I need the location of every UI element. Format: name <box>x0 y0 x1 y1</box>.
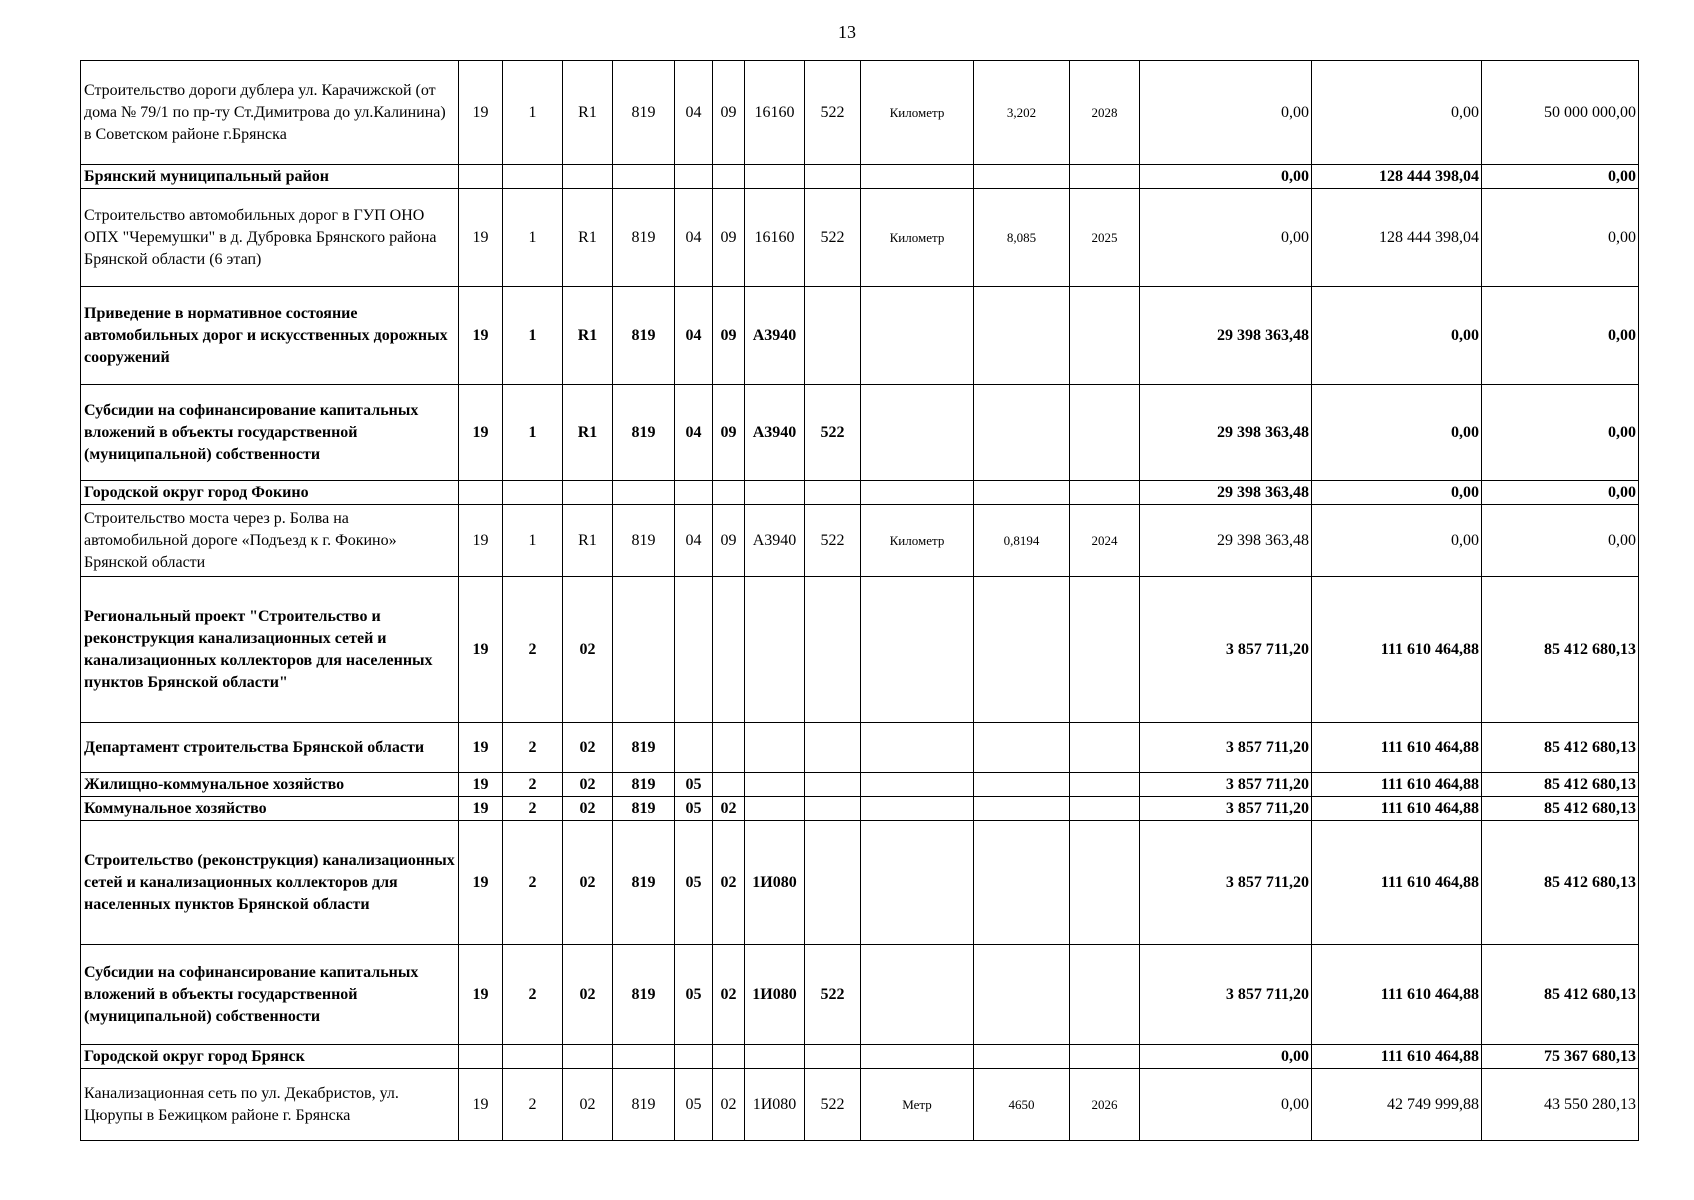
cell-quantity <box>974 773 1070 797</box>
cell-unit: Километр <box>861 61 974 165</box>
table-row <box>81 189 1639 287</box>
cell-grbs-code: 819 <box>613 505 675 577</box>
cell-grbs-code <box>613 481 675 505</box>
cell-quantity <box>974 165 1070 189</box>
page-number: 13 <box>838 22 856 42</box>
cell-subsection-code <box>713 773 745 797</box>
cell-program-code <box>459 1045 503 1069</box>
cell-quantity <box>974 797 1070 821</box>
cell-subprogram-code: 1 <box>503 189 563 287</box>
cell-subprogram-code <box>503 165 563 189</box>
table-row <box>81 505 1639 577</box>
cell-expense-type <box>805 797 861 821</box>
cell-target-code <box>745 165 805 189</box>
cell-amount-year-2: 42 749 999,88 <box>1312 1069 1482 1141</box>
table-row <box>81 61 1639 165</box>
cell-section-code: 04 <box>675 189 713 287</box>
cell-amount-year-2: 111 610 464,88 <box>1312 821 1482 945</box>
cell-subsection-code: 09 <box>713 189 745 287</box>
cell-program-code: 19 <box>459 287 503 385</box>
cell-amount-year-2: 0,00 <box>1312 505 1482 577</box>
cell-amount-year-3: 85 412 680,13 <box>1482 821 1639 945</box>
cell-unit <box>861 773 974 797</box>
cell-expense-type <box>805 773 861 797</box>
cell-grbs-code: 819 <box>613 385 675 481</box>
cell-amount-year-2: 0,00 <box>1312 385 1482 481</box>
cell-unit <box>861 287 974 385</box>
cell-amount-year-3: 43 550 280,13 <box>1482 1069 1639 1141</box>
cell-row-name: Коммунальное хозяйство <box>81 797 459 821</box>
cell-section-code <box>675 165 713 189</box>
cell-completion-year <box>1070 773 1140 797</box>
cell-amount-year-3: 0,00 <box>1482 505 1639 577</box>
cell-unit <box>861 797 974 821</box>
cell-subsection-code: 02 <box>713 797 745 821</box>
cell-amount-year-1: 0,00 <box>1140 1045 1312 1069</box>
cell-grbs-code: 819 <box>613 821 675 945</box>
cell-target-code <box>745 723 805 773</box>
cell-expense-type <box>805 165 861 189</box>
cell-amount-year-2: 0,00 <box>1312 287 1482 385</box>
cell-subprogram-code <box>503 481 563 505</box>
cell-amount-year-1: 0,00 <box>1140 189 1312 287</box>
cell-project-code: 02 <box>563 723 613 773</box>
cell-subprogram-code: 2 <box>503 577 563 723</box>
cell-program-code: 19 <box>459 505 503 577</box>
cell-completion-year: 2024 <box>1070 505 1140 577</box>
cell-grbs-code <box>613 1045 675 1069</box>
cell-amount-year-1: 29 398 363,48 <box>1140 287 1312 385</box>
cell-subprogram-code: 2 <box>503 797 563 821</box>
cell-unit <box>861 481 974 505</box>
cell-grbs-code: 819 <box>613 797 675 821</box>
cell-subsection-code: 02 <box>713 821 745 945</box>
cell-unit <box>861 821 974 945</box>
cell-subprogram-code: 1 <box>503 505 563 577</box>
cell-completion-year: 2028 <box>1070 61 1140 165</box>
cell-amount-year-3: 85 412 680,13 <box>1482 797 1639 821</box>
cell-amount-year-2: 111 610 464,88 <box>1312 945 1482 1045</box>
cell-amount-year-1: 3 857 711,20 <box>1140 773 1312 797</box>
cell-grbs-code: 819 <box>613 189 675 287</box>
cell-row-name: Региональный проект "Строительство и реконструкция канализационных сетей и канализационных коллекторов для населенных пунктов Брянской области" <box>81 577 459 723</box>
cell-amount-year-1: 29 398 363,48 <box>1140 505 1312 577</box>
cell-project-code: 02 <box>563 773 613 797</box>
cell-program-code <box>459 165 503 189</box>
cell-quantity <box>974 723 1070 773</box>
cell-project-code: 02 <box>563 797 613 821</box>
cell-amount-year-2: 128 444 398,04 <box>1312 189 1482 287</box>
cell-expense-type: 522 <box>805 385 861 481</box>
cell-grbs-code <box>613 165 675 189</box>
cell-section-code: 05 <box>675 1069 713 1141</box>
cell-completion-year <box>1070 385 1140 481</box>
cell-amount-year-3: 75 367 680,13 <box>1482 1045 1639 1069</box>
cell-amount-year-1: 3 857 711,20 <box>1140 821 1312 945</box>
cell-amount-year-3: 50 000 000,00 <box>1482 61 1639 165</box>
cell-target-code <box>745 1045 805 1069</box>
cell-amount-year-1: 3 857 711,20 <box>1140 577 1312 723</box>
cell-amount-year-2: 128 444 398,04 <box>1312 165 1482 189</box>
cell-project-code: R1 <box>563 287 613 385</box>
cell-subsection-code: 02 <box>713 945 745 1045</box>
cell-completion-year <box>1070 1045 1140 1069</box>
cell-expense-type: 522 <box>805 1069 861 1141</box>
table-body <box>81 61 1639 1141</box>
table-row <box>81 773 1639 797</box>
cell-quantity <box>974 577 1070 723</box>
cell-target-code: А3940 <box>745 287 805 385</box>
cell-expense-type <box>805 1045 861 1069</box>
cell-expense-type <box>805 821 861 945</box>
cell-program-code: 19 <box>459 1069 503 1141</box>
table-row <box>81 797 1639 821</box>
cell-amount-year-3: 0,00 <box>1482 189 1639 287</box>
cell-section-code <box>675 577 713 723</box>
cell-grbs-code: 819 <box>613 773 675 797</box>
cell-amount-year-1: 29 398 363,48 <box>1140 385 1312 481</box>
cell-quantity: 3,202 <box>974 61 1070 165</box>
cell-row-name: Строительство моста через р. Болва на автомобильной дороге «Подъезд к г. Фокино» Брянской области <box>81 505 459 577</box>
table-row <box>81 481 1639 505</box>
cell-target-code: А3940 <box>745 385 805 481</box>
cell-row-name: Брянский муниципальный район <box>81 165 459 189</box>
cell-subsection-code <box>713 165 745 189</box>
cell-amount-year-1: 29 398 363,48 <box>1140 481 1312 505</box>
cell-subsection-code: 09 <box>713 61 745 165</box>
cell-target-code <box>745 577 805 723</box>
cell-unit <box>861 945 974 1045</box>
cell-expense-type <box>805 723 861 773</box>
cell-expense-type: 522 <box>805 189 861 287</box>
cell-amount-year-1: 0,00 <box>1140 61 1312 165</box>
cell-section-code: 04 <box>675 61 713 165</box>
cell-target-code: 1И080 <box>745 821 805 945</box>
cell-amount-year-1: 3 857 711,20 <box>1140 723 1312 773</box>
table-row <box>81 165 1639 189</box>
cell-amount-year-1: 3 857 711,20 <box>1140 945 1312 1045</box>
table-row <box>81 821 1639 945</box>
cell-subsection-code: 09 <box>713 287 745 385</box>
cell-project-code: 02 <box>563 821 613 945</box>
cell-project-code <box>563 481 613 505</box>
cell-subsection-code: 09 <box>713 505 745 577</box>
cell-grbs-code <box>613 577 675 723</box>
cell-grbs-code: 819 <box>613 287 675 385</box>
cell-completion-year: 2026 <box>1070 1069 1140 1141</box>
cell-row-name: Жилищно-коммунальное хозяйство <box>81 773 459 797</box>
cell-section-code <box>675 481 713 505</box>
cell-completion-year <box>1070 821 1140 945</box>
cell-completion-year: 2025 <box>1070 189 1140 287</box>
cell-target-code: 1И080 <box>745 1069 805 1141</box>
cell-subsection-code <box>713 481 745 505</box>
cell-subprogram-code: 2 <box>503 773 563 797</box>
cell-completion-year <box>1070 481 1140 505</box>
table-row <box>81 945 1639 1045</box>
cell-project-code <box>563 165 613 189</box>
cell-amount-year-3: 85 412 680,13 <box>1482 945 1639 1045</box>
cell-amount-year-3: 85 412 680,13 <box>1482 577 1639 723</box>
cell-amount-year-2: 0,00 <box>1312 61 1482 165</box>
cell-amount-year-1: 0,00 <box>1140 165 1312 189</box>
cell-unit: Километр <box>861 505 974 577</box>
cell-row-name: Строительство (реконструкция) канализационных сетей и канализационных коллекторов для населенных пунктов Брянской области <box>81 821 459 945</box>
cell-subsection-code: 09 <box>713 385 745 481</box>
cell-quantity <box>974 481 1070 505</box>
cell-amount-year-3: 0,00 <box>1482 287 1639 385</box>
cell-row-name: Строительство автомобильных дорог в ГУП ОНО ОПХ "Черемушки" в д. Дубровка Брянского района Брянской области (6 этап) <box>81 189 459 287</box>
cell-section-code: 05 <box>675 773 713 797</box>
cell-row-name: Канализационная сеть по ул. Декабристов, ул. Цюрупы в Бежицком районе г. Брянска <box>81 1069 459 1141</box>
cell-row-name: Строительство дороги дублера ул. Карачижской (от дома № 79/1 по пр-ту Ст.Димитрова до ул.Калинина) в Советском районе г.Брянска <box>81 61 459 165</box>
cell-section-code: 04 <box>675 505 713 577</box>
cell-row-name: Субсидии на софинансирование капитальных вложений в объекты государственной (муниципальной) собственности <box>81 385 459 481</box>
cell-quantity <box>974 385 1070 481</box>
cell-project-code: R1 <box>563 189 613 287</box>
cell-project-code <box>563 1045 613 1069</box>
cell-amount-year-2: 111 610 464,88 <box>1312 577 1482 723</box>
cell-row-name: Приведение в нормативное состояние автомобильных дорог и искусственных дорожных сооружений <box>81 287 459 385</box>
cell-target-code: А3940 <box>745 505 805 577</box>
cell-project-code: 02 <box>563 945 613 1045</box>
cell-expense-type: 522 <box>805 945 861 1045</box>
cell-quantity <box>974 1045 1070 1069</box>
cell-amount-year-2: 0,00 <box>1312 481 1482 505</box>
cell-amount-year-3: 0,00 <box>1482 385 1639 481</box>
cell-row-name: Городской округ город Фокино <box>81 481 459 505</box>
cell-amount-year-2: 111 610 464,88 <box>1312 723 1482 773</box>
cell-target-code: 1И080 <box>745 945 805 1045</box>
cell-unit <box>861 385 974 481</box>
table-row <box>81 577 1639 723</box>
cell-completion-year <box>1070 165 1140 189</box>
table-row <box>81 1045 1639 1069</box>
cell-quantity <box>974 821 1070 945</box>
cell-quantity <box>974 287 1070 385</box>
cell-subprogram-code: 2 <box>503 723 563 773</box>
cell-section-code <box>675 723 713 773</box>
cell-amount-year-3: 85 412 680,13 <box>1482 773 1639 797</box>
cell-expense-type <box>805 577 861 723</box>
cell-unit: Метр <box>861 1069 974 1141</box>
cell-amount-year-2: 111 610 464,88 <box>1312 1045 1482 1069</box>
cell-program-code: 19 <box>459 797 503 821</box>
table-row <box>81 1069 1639 1141</box>
cell-grbs-code: 819 <box>613 945 675 1045</box>
cell-program-code: 19 <box>459 773 503 797</box>
cell-program-code: 19 <box>459 821 503 945</box>
cell-target-code: 16160 <box>745 189 805 287</box>
cell-row-name: Департамент строительства Брянской области <box>81 723 459 773</box>
cell-row-name: Субсидии на софинансирование капитальных вложений в объекты государственной (муниципальной) собственности <box>81 945 459 1045</box>
cell-section-code: 05 <box>675 821 713 945</box>
cell-target-code <box>745 773 805 797</box>
cell-section-code: 05 <box>675 797 713 821</box>
cell-completion-year <box>1070 723 1140 773</box>
cell-project-code: 02 <box>563 1069 613 1141</box>
cell-quantity <box>974 945 1070 1045</box>
cell-completion-year <box>1070 945 1140 1045</box>
cell-expense-type <box>805 287 861 385</box>
cell-program-code: 19 <box>459 385 503 481</box>
cell-program-code: 19 <box>459 61 503 165</box>
cell-quantity: 8,085 <box>974 189 1070 287</box>
cell-subprogram-code: 1 <box>503 287 563 385</box>
cell-program-code: 19 <box>459 577 503 723</box>
cell-amount-year-2: 111 610 464,88 <box>1312 797 1482 821</box>
cell-project-code: 02 <box>563 577 613 723</box>
table-row <box>81 287 1639 385</box>
cell-subprogram-code: 2 <box>503 945 563 1045</box>
cell-grbs-code: 819 <box>613 1069 675 1141</box>
cell-unit: Километр <box>861 189 974 287</box>
cell-unit <box>861 577 974 723</box>
cell-subsection-code <box>713 1045 745 1069</box>
cell-grbs-code: 819 <box>613 723 675 773</box>
cell-amount-year-3: 85 412 680,13 <box>1482 723 1639 773</box>
cell-quantity: 0,8194 <box>974 505 1070 577</box>
cell-subprogram-code <box>503 1045 563 1069</box>
cell-project-code: R1 <box>563 505 613 577</box>
cell-program-code: 19 <box>459 189 503 287</box>
cell-section-code <box>675 1045 713 1069</box>
cell-subsection-code <box>713 723 745 773</box>
cell-project-code: R1 <box>563 61 613 165</box>
cell-section-code: 04 <box>675 287 713 385</box>
cell-section-code: 05 <box>675 945 713 1045</box>
cell-amount-year-3: 0,00 <box>1482 481 1639 505</box>
cell-completion-year <box>1070 797 1140 821</box>
cell-amount-year-1: 3 857 711,20 <box>1140 797 1312 821</box>
cell-target-code <box>745 481 805 505</box>
cell-expense-type: 522 <box>805 505 861 577</box>
cell-unit <box>861 165 974 189</box>
cell-subsection-code: 02 <box>713 1069 745 1141</box>
cell-subprogram-code: 1 <box>503 61 563 165</box>
cell-amount-year-2: 111 610 464,88 <box>1312 773 1482 797</box>
cell-unit <box>861 1045 974 1069</box>
cell-program-code <box>459 481 503 505</box>
cell-amount-year-1: 0,00 <box>1140 1069 1312 1141</box>
cell-grbs-code: 819 <box>613 61 675 165</box>
cell-program-code: 19 <box>459 945 503 1045</box>
cell-program-code: 19 <box>459 723 503 773</box>
cell-subprogram-code: 2 <box>503 1069 563 1141</box>
cell-target-code: 16160 <box>745 61 805 165</box>
cell-unit <box>861 723 974 773</box>
cell-target-code <box>745 797 805 821</box>
cell-row-name: Городской округ город Брянск <box>81 1045 459 1069</box>
cell-quantity: 4650 <box>974 1069 1070 1141</box>
cell-expense-type: 522 <box>805 61 861 165</box>
table-row <box>81 723 1639 773</box>
cell-expense-type <box>805 481 861 505</box>
cell-subprogram-code: 1 <box>503 385 563 481</box>
cell-subsection-code <box>713 577 745 723</box>
cell-completion-year <box>1070 577 1140 723</box>
cell-amount-year-3: 0,00 <box>1482 165 1639 189</box>
cell-section-code: 04 <box>675 385 713 481</box>
cell-project-code: R1 <box>563 385 613 481</box>
table-row <box>81 385 1639 481</box>
budget-table <box>80 60 1639 1141</box>
cell-completion-year <box>1070 287 1140 385</box>
cell-subprogram-code: 2 <box>503 821 563 945</box>
